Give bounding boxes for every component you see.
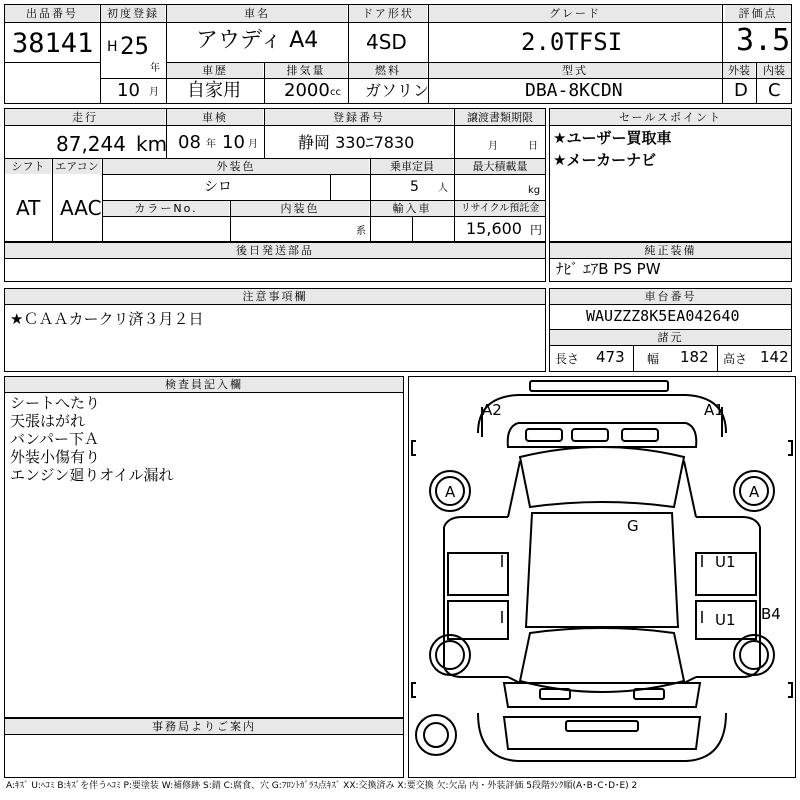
recycle-unit: 円 <box>530 223 543 237</box>
later-parts-header: 後日発送部品 <box>5 243 545 258</box>
recycle-deposit: 15,600 <box>466 219 522 238</box>
lot-number-header: 出品番号 <box>5 5 99 22</box>
equipment-header: 純正装備 <box>550 243 791 258</box>
notes-header: 注意事項欄 <box>5 289 545 304</box>
shift: AT <box>16 196 41 220</box>
transfer-day-unit: 日 <box>528 141 538 152</box>
inspector-line: 天張はがれ <box>10 412 86 430</box>
model-code: DBA-8KCDN <box>525 80 623 101</box>
model-code-header: 型式 <box>429 63 721 78</box>
plate-header: 登録番号 <box>265 109 453 125</box>
first-reg-month-unit: 月 <box>149 87 159 98</box>
interior-grade: C <box>768 80 781 101</box>
length-value: 473 <box>596 348 625 366</box>
score-header: 評価点 <box>725 5 791 22</box>
inspection-month: 10 <box>222 132 245 153</box>
color-no-header: カラーNo. <box>103 201 229 216</box>
mileage: 87,244 <box>56 132 126 156</box>
capacity-header: 乗車定員 <box>371 159 453 174</box>
inspector-line: バンパー下Ａ <box>10 430 99 448</box>
exterior-color-header: 外装色 <box>103 159 369 174</box>
capacity: 5 <box>410 179 419 195</box>
diagram-mark-tire-right: A <box>749 483 760 501</box>
transfer-header: 譲渡書類期限 <box>455 109 545 125</box>
exterior-color: シロ <box>204 179 232 195</box>
inspector-line: 外装小傷有り <box>10 448 101 466</box>
capacity-unit: 人 <box>438 183 448 194</box>
diagram-mark-tire-left: A <box>445 483 456 501</box>
office-header: 事務局よりご案内 <box>5 719 403 734</box>
shift-header: シフト <box>5 159 51 174</box>
interior-grade-header: 内装 <box>757 63 791 78</box>
sales-point-item: ★ユーザー買取車 <box>553 129 672 147</box>
lot-number: 38141 <box>12 28 94 59</box>
diagram-mark-u1-front: U1 <box>715 553 736 571</box>
notes-value: ★ＣＡＡカークリ済３月２日 <box>10 310 204 328</box>
displacement-unit: cc <box>330 87 341 98</box>
first-reg-era: H <box>107 39 118 55</box>
score: 3.5 <box>736 23 791 58</box>
legend: A:ｷｽﾞ U:ﾍｺﾐ B:ｷｽﾞを伴うﾍｺﾐ P:要塗装 W:補修跡 S:錆 C:腐食、穴 G:ﾌﾛﾝﾄｶﾞﾗｽ点ｷｽﾞ XX:交換済み X:要交換 欠:欠品 内・外装評価 5段階ﾗﾝｸ順(A･B･C･D･E) 2 <box>6 781 638 791</box>
length-label: 長さ <box>555 352 580 366</box>
inspector-header: 検査員記入欄 <box>5 377 403 392</box>
door-type: 4SD <box>366 30 407 54</box>
inspection-month-unit: 月 <box>248 139 258 150</box>
interior-color-header: 内装色 <box>231 201 369 216</box>
max-load-header: 最大積載量 <box>455 159 545 174</box>
exterior-grade: D <box>734 80 748 101</box>
inspection-year-unit: 年 <box>206 139 216 150</box>
inspection-year: 08 <box>178 132 201 153</box>
interior-color-unit: 系 <box>356 226 366 237</box>
car-name: アウディ A4 <box>196 28 319 53</box>
grade: 2.0TFSI <box>521 28 623 56</box>
aircon: AAC <box>60 196 102 220</box>
dims-header: 諸元 <box>550 330 791 345</box>
first-reg-year-unit: 年 <box>150 63 160 74</box>
grade-header: グレード <box>429 5 721 22</box>
car-name-header: 車名 <box>167 5 347 22</box>
recycle-header: リサイクル預託金 <box>455 201 545 216</box>
equipment-value: ﾅﾋﾞ ｴｱB PS PW <box>556 260 661 278</box>
inspection-header: 車検 <box>167 109 263 125</box>
transfer-month-unit: 月 <box>488 141 498 152</box>
diagram-mark-g: G <box>627 517 639 535</box>
first-reg-header: 初度登録 <box>101 5 165 22</box>
car-diagram <box>408 377 796 777</box>
inspector-line: シートへたり <box>10 394 101 412</box>
chassis-header: 車台番号 <box>550 289 791 304</box>
displacement-header: 排気量 <box>265 63 347 78</box>
diagram-mark-u1-rear: U1 <box>715 611 736 629</box>
history: 自家用 <box>187 80 241 101</box>
sales-points-header: セールスポイント <box>550 109 791 125</box>
first-reg-year: 25 <box>120 32 149 60</box>
height-label: 高さ <box>723 352 748 366</box>
mileage-header: 走行 <box>5 109 165 125</box>
inspector-line: エンジン廻りオイル漏れ <box>10 466 174 484</box>
diagram-mark-b4: B4 <box>761 605 781 623</box>
width-label: 幅 <box>647 352 660 366</box>
aircon-header: エアコン <box>53 159 101 174</box>
sales-point-item: ★メーカーナビ <box>553 151 657 169</box>
width-value: 182 <box>680 348 709 366</box>
diagram-mark-a2: A2 <box>482 401 502 419</box>
import-header: 輸入車 <box>371 201 453 216</box>
displacement: 2000 <box>284 80 330 101</box>
exterior-grade-header: 外装 <box>723 63 755 78</box>
door-header: ドア形状 <box>349 5 427 22</box>
vehicle-info-block <box>4 108 546 242</box>
plate-number: 静岡 330ﾆ7830 <box>298 133 415 152</box>
chassis-number: WAUZZZ8K5EA042640 <box>586 307 740 325</box>
fuel-header: 燃料 <box>349 63 427 78</box>
diagram-mark-a1: A1 <box>704 401 724 419</box>
mileage-unit: km <box>136 132 168 156</box>
fuel: ガソリン <box>365 81 430 100</box>
history-header: 車歴 <box>167 63 263 78</box>
first-reg-month: 10 <box>117 80 140 101</box>
height-value: 142 <box>760 348 789 366</box>
max-load-unit: kg <box>528 185 541 196</box>
